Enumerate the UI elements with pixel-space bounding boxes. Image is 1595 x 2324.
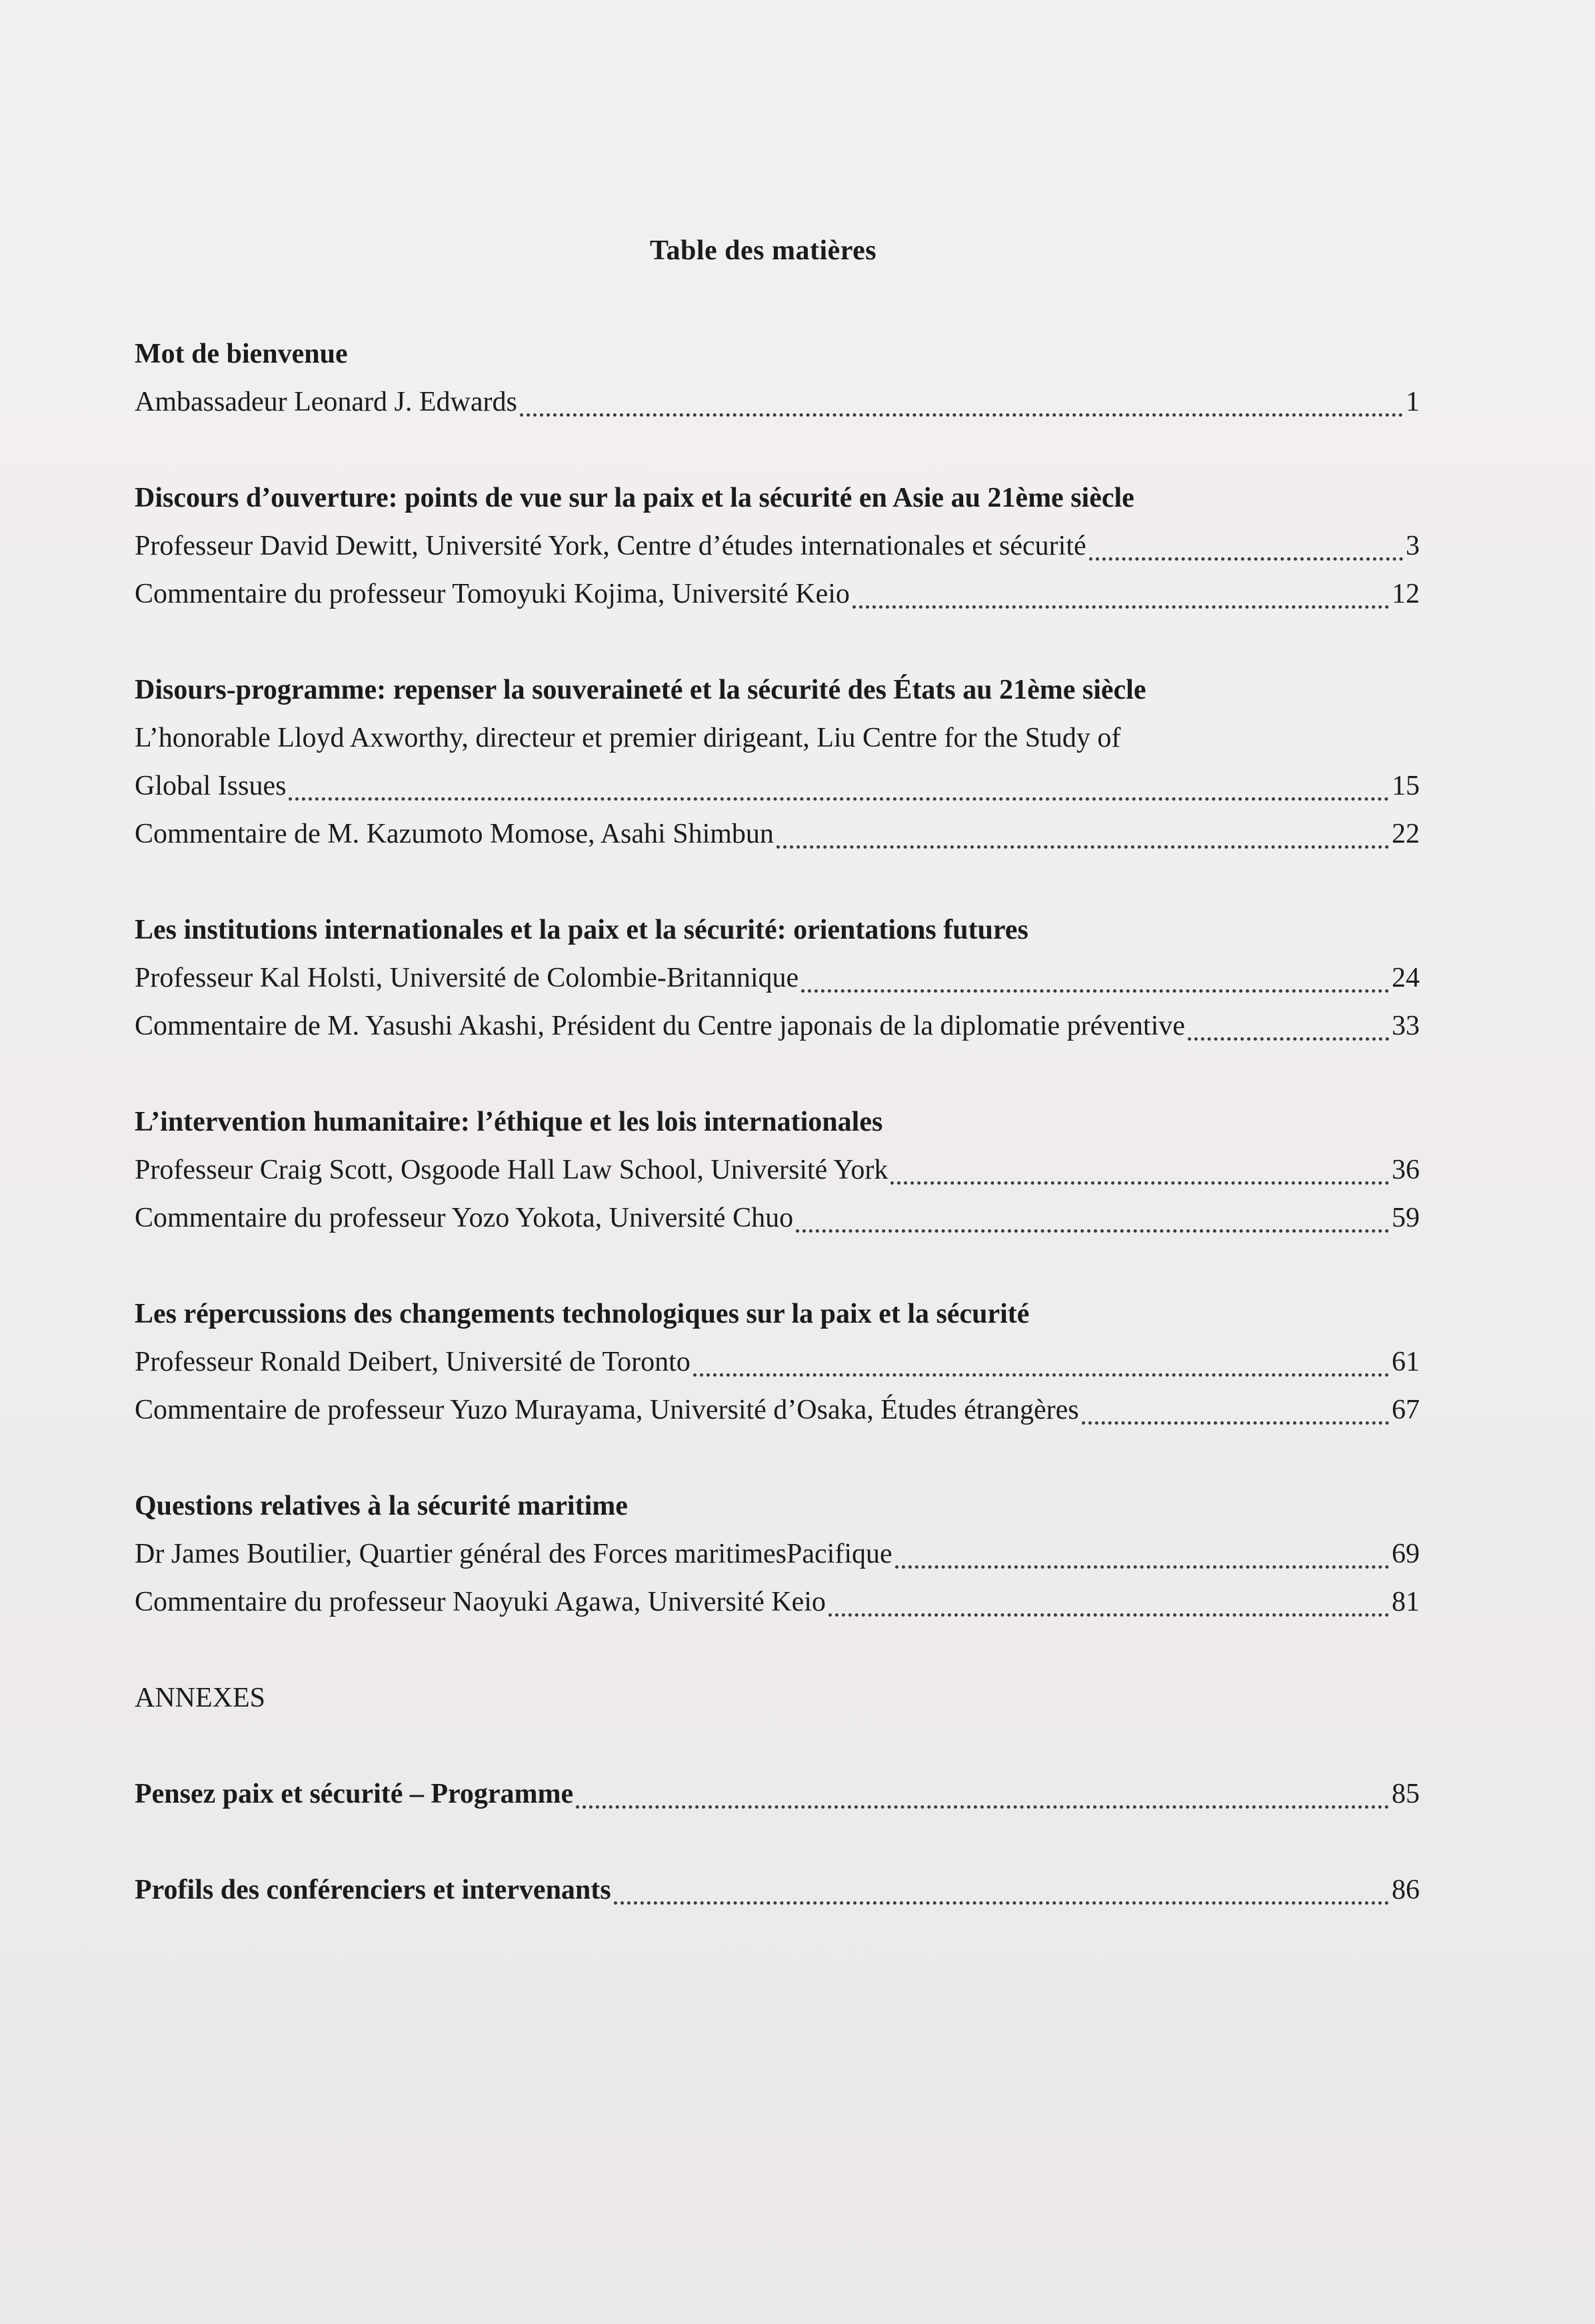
toc-section: [135, 330, 1420, 426]
entry-text: Commentaire de professeur Yuzo Murayama, Université d’Osaka, Études étrangères: [135, 1395, 1079, 1425]
entry-text: Ambassadeur Leonard J. Edwards: [135, 387, 517, 417]
dot-leader: [828, 1613, 1389, 1617]
dot-leader: [1188, 1037, 1389, 1041]
page-number: 1: [1406, 387, 1420, 417]
dot-leader: [801, 989, 1389, 993]
entry-text: Dr James Boutilier, Quartier général des Forces maritimesPacifique: [135, 1539, 892, 1569]
page-number: 3: [1406, 531, 1420, 561]
entry-text: Commentaire de M. Kazumoto Momose, Asahi Shimbun: [135, 819, 774, 849]
dot-leader: [895, 1565, 1389, 1569]
dot-leader: [614, 1901, 1389, 1905]
toc-entry: [135, 1866, 1420, 1914]
dot-leader: [576, 1805, 1389, 1809]
toc-entry: [135, 1770, 1420, 1818]
page-number: 59: [1392, 1203, 1420, 1233]
toc-entry: [135, 762, 1420, 810]
page-number: 22: [1392, 819, 1420, 849]
entry-text: Pensez paix et sécurité – Programme: [135, 1779, 574, 1809]
page-number: 81: [1392, 1587, 1420, 1617]
section-heading: L’intervention humanitaire: l’éthique et les lois internationales: [135, 1107, 883, 1137]
toc-entry: [135, 954, 1420, 1002]
section-heading: Disours-programme: repenser la souveraineté et la sécurité des États au 21ème siècle: [135, 675, 1146, 705]
entry-text: Global Issues: [135, 771, 287, 801]
entry-text: Commentaire de M. Yasushi Akashi, Président du Centre japonais de la diplomatie préventive: [135, 1011, 1185, 1041]
dot-leader: [1082, 1421, 1389, 1425]
toc-entry: [135, 1530, 1420, 1578]
toc-entry: [135, 1194, 1420, 1242]
toc-section: [135, 1098, 1420, 1242]
page-number: 33: [1392, 1011, 1420, 1041]
toc-entry: [135, 1386, 1420, 1434]
page-title: Table des matières: [649, 235, 877, 266]
entry-text: Commentaire du professeur Tomoyuki Kojima, Université Keio: [135, 579, 850, 609]
section-heading: Discours d’ouverture: points de vue sur la paix et la sécurité en Asie au 21ème siècle: [135, 483, 1134, 513]
toc-entry: [135, 810, 1420, 858]
page-number: 67: [1392, 1395, 1420, 1425]
toc-entry: [135, 1002, 1420, 1050]
toc-section: [135, 1290, 1420, 1434]
entry-text: Profils des conférenciers et intervenants: [135, 1875, 611, 1905]
section-heading: Mot de bienvenue: [135, 339, 348, 369]
toc-entry: [135, 522, 1420, 570]
entry-text: Commentaire du professeur Naoyuki Agawa, Université Keio: [135, 1587, 826, 1617]
dot-leader: [693, 1373, 1389, 1377]
dot-leader: [890, 1181, 1389, 1185]
page-number: 15: [1392, 771, 1420, 801]
entry-text-first-line: L’honorable Lloyd Axworthy, directeur et premier dirigeant, Liu Centre for the Study of: [135, 723, 1121, 753]
toc-entry: [135, 1338, 1420, 1386]
dot-leader: [1089, 557, 1403, 561]
dot-leader: [777, 845, 1389, 849]
page-number: 69: [1392, 1539, 1420, 1569]
toc-entry: [135, 1578, 1420, 1626]
page-number: 86: [1392, 1875, 1420, 1905]
entry-text: Professeur Craig Scott, Osgoode Hall Law School, Université York: [135, 1155, 888, 1185]
toc-entry: [135, 378, 1420, 426]
entry-text: Commentaire du professeur Yozo Yokota, Université Chuo: [135, 1203, 794, 1233]
dot-leader: [796, 1229, 1389, 1233]
toc-section: [135, 1866, 1420, 1914]
toc-entry: [135, 1146, 1420, 1194]
page-number: 61: [1392, 1347, 1420, 1377]
toc-section: [135, 1482, 1420, 1626]
entry-text: Professeur David Dewitt, Université York, Centre d’études internationales et sécurité: [135, 531, 1086, 561]
page-number: 36: [1392, 1155, 1420, 1185]
toc-section: [135, 906, 1420, 1050]
page-number: 12: [1392, 579, 1420, 609]
table-of-contents: [135, 330, 1420, 1962]
annexes-heading: ANNEXES: [135, 1683, 265, 1713]
toc-section: [135, 666, 1420, 858]
page-number: 24: [1392, 963, 1420, 993]
entry-text: Professeur Kal Holsti, Université de Colombie-Britannique: [135, 963, 799, 993]
entry-text: Professeur Ronald Deibert, Université de Toronto: [135, 1347, 691, 1377]
toc-section: [135, 1770, 1420, 1818]
section-heading: Les institutions internationales et la paix et la sécurité: orientations futures: [135, 915, 1028, 945]
section-heading: Questions relatives à la sécurité maritime: [135, 1491, 628, 1521]
section-heading: Les répercussions des changements technologiques sur la paix et la sécurité: [135, 1299, 1030, 1329]
dot-leader: [852, 605, 1389, 609]
toc-section: [135, 474, 1420, 618]
toc-entry: [135, 570, 1420, 618]
dot-leader: [520, 413, 1403, 417]
dot-leader: [289, 797, 1389, 801]
page-number: 85: [1392, 1779, 1420, 1809]
